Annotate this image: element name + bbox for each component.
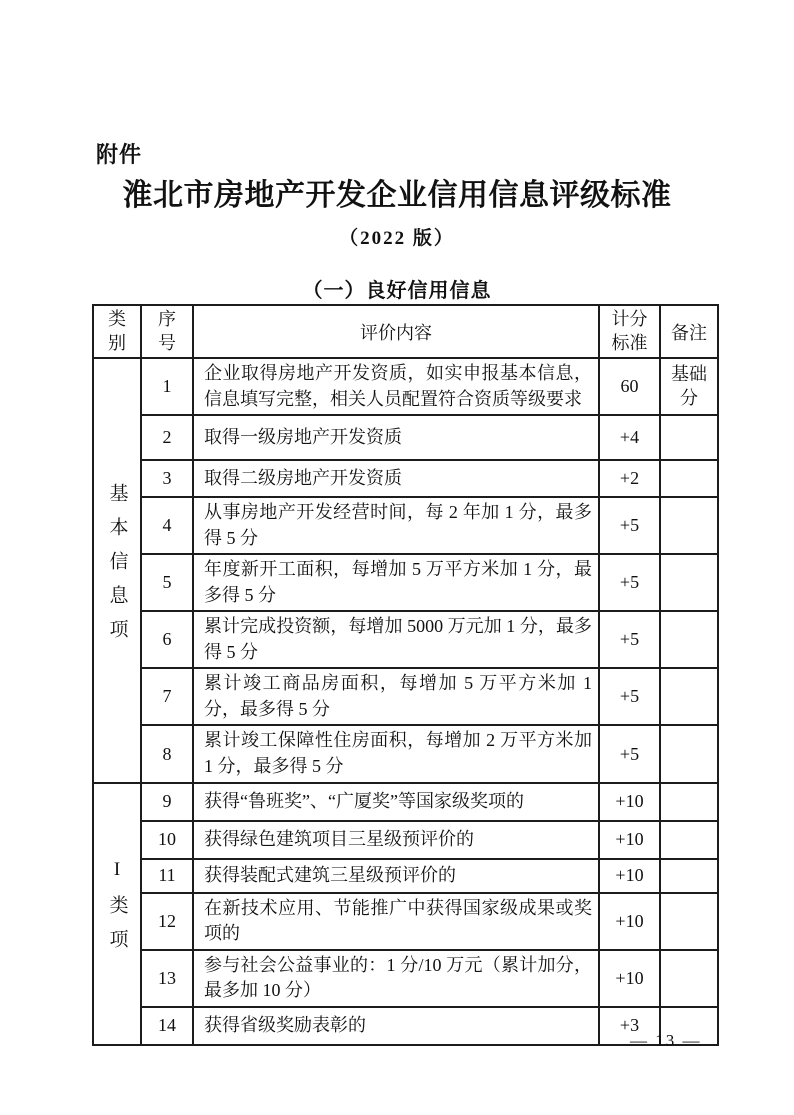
row-score-cell: +5 [599, 554, 660, 611]
row-score-cell: +10 [599, 950, 660, 1007]
row-remark-cell [660, 415, 718, 460]
row-index-cell: 9 [141, 783, 193, 821]
col-header-category: 类别 [93, 305, 141, 358]
row-remark-cell [660, 859, 718, 893]
table-row [93, 611, 718, 668]
row-content-cell: 获得“鲁班奖”、“广厦奖”等国家级奖项的 [193, 783, 599, 821]
row-index-cell: 11 [141, 859, 193, 893]
table-row [93, 950, 718, 1007]
table-row [93, 460, 718, 497]
row-remark-cell: 基础分 [660, 358, 718, 415]
row-content-cell: 获得装配式建筑三星级预评价的 [193, 859, 599, 893]
page-number: — 13 — [630, 1031, 702, 1050]
section-title: （一）良好信用信息 [302, 280, 492, 302]
row-score-cell: +2 [599, 460, 660, 497]
row-score-cell: +10 [599, 821, 660, 859]
row-score-cell: +10 [599, 859, 660, 893]
row-score-cell: +4 [599, 415, 660, 460]
category-cell-class-i: I类项 [93, 783, 141, 1045]
row-content-cell: 从事房地产开发经营时间，每 2 年加 1 分，最多得 5 分 [193, 497, 599, 554]
table-header-row [93, 305, 718, 358]
row-content-cell: 年度新开工面积，每增加 5 万平方米加 1 分，最多得 5 分 [193, 554, 599, 611]
table-row [93, 554, 718, 611]
row-content-cell: 在新技术应用、节能推广中获得国家级成果或奖项的 [193, 893, 599, 950]
row-content-cell: 取得二级房地产开发资质 [193, 460, 599, 497]
col-header-remark: 备注 [660, 305, 718, 358]
row-index-cell: 2 [141, 415, 193, 460]
category-cell-basic-info: 基本信息项 [93, 358, 141, 783]
attachment-label: 附件 [96, 142, 143, 167]
row-score-cell: +10 [599, 783, 660, 821]
row-remark-cell [660, 460, 718, 497]
table-row [93, 497, 718, 554]
row-index-cell: 4 [141, 497, 193, 554]
table-row [93, 725, 718, 782]
row-index-cell: 14 [141, 1007, 193, 1045]
row-content-cell: 累计竣工商品房面积，每增加 5 万平方米加 1 分，最多得 5 分 [193, 668, 599, 725]
table-row [93, 893, 718, 950]
table-row [93, 415, 718, 460]
row-score-cell: +10 [599, 893, 660, 950]
row-content-cell: 参与社会公益事业的：1 分/10 万元（累计加分，最多加 10 分） [193, 950, 599, 1007]
table-row [93, 783, 718, 821]
row-index-cell: 12 [141, 893, 193, 950]
row-content-cell: 获得省级奖励表彰的 [193, 1007, 599, 1045]
row-content-cell: 获得绿色建筑项目三星级预评价的 [193, 821, 599, 859]
row-content-cell: 取得一级房地产开发资质 [193, 415, 599, 460]
row-index-cell: 6 [141, 611, 193, 668]
table-row [93, 859, 718, 893]
row-index-cell: 13 [141, 950, 193, 1007]
row-content-cell: 累计完成投资额，每增加 5000 万元加 1 分，最多得 5 分 [193, 611, 599, 668]
table-row [93, 821, 718, 859]
row-score-cell: +3 [599, 1007, 660, 1045]
row-index-cell: 10 [141, 821, 193, 859]
table-row [93, 668, 718, 725]
row-remark-cell [660, 821, 718, 859]
col-header-score: 计分标准 [599, 305, 660, 358]
row-index-cell: 7 [141, 668, 193, 725]
row-score-cell: +5 [599, 668, 660, 725]
table-row [93, 1007, 718, 1045]
row-index-cell: 5 [141, 554, 193, 611]
row-index-cell: 3 [141, 460, 193, 497]
table-row [93, 358, 718, 415]
row-index-cell: 8 [141, 725, 193, 782]
row-score-cell: +5 [599, 725, 660, 782]
row-content-cell: 企业取得房地产开发资质，如实申报基本信息，信息填写完整，相关人员配置符合资质等级要求 [193, 358, 599, 415]
row-remark-cell [660, 893, 718, 950]
row-remark-cell [660, 554, 718, 611]
row-remark-cell [660, 725, 718, 782]
col-header-content: 评价内容 [193, 305, 599, 358]
rating-standards-table [92, 304, 719, 1046]
document-title: 淮北市房地产开发企业信用信息评级标准 [122, 179, 672, 212]
row-remark-cell [660, 497, 718, 554]
row-score-cell: +5 [599, 611, 660, 668]
row-remark-cell [660, 611, 718, 668]
row-score-cell: +5 [599, 497, 660, 554]
row-index-cell: 1 [141, 358, 193, 415]
row-score-cell: 60 [599, 358, 660, 415]
row-remark-cell [660, 950, 718, 1007]
col-header-index: 序号 [141, 305, 193, 358]
row-remark-cell [660, 783, 718, 821]
row-remark-cell [660, 668, 718, 725]
edition-label: （2022 版） [339, 228, 455, 249]
row-content-cell: 累计竣工保障性住房面积，每增加 2 万平方米加 1 分，最多得 5 分 [193, 725, 599, 782]
